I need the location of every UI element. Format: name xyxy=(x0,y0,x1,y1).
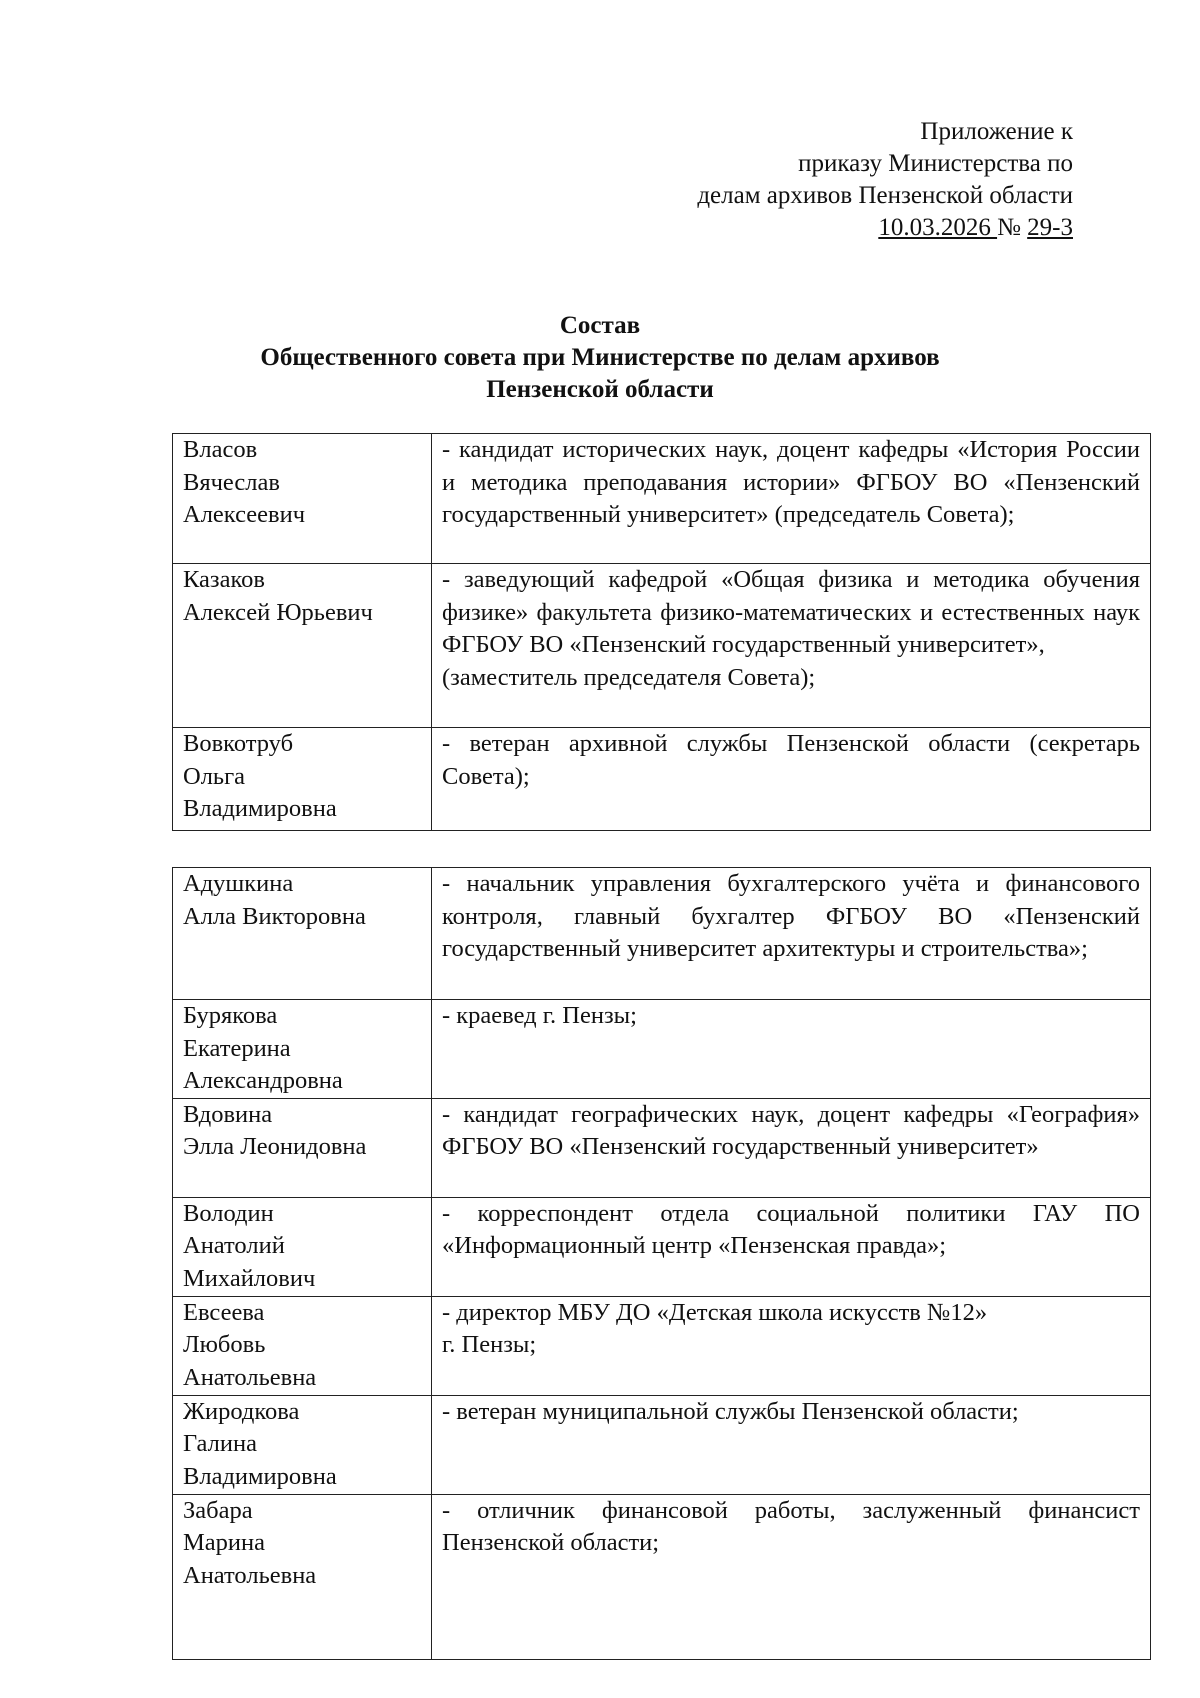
member-name: Забара Марина Анатольевна xyxy=(173,1494,432,1659)
member-name: Власов Вячеслав Алексеевич xyxy=(173,434,432,564)
title-line-2: Общественного совета при Министерстве по делам архивов xyxy=(260,344,940,371)
member-description: - краевед г. Пензы; xyxy=(432,1000,1151,1099)
appendix-line-3: делам архивов Пензенской области xyxy=(697,182,1073,209)
member-description: - ветеран муниципальной службы Пензенской области; xyxy=(432,1395,1151,1494)
order-date-number xyxy=(697,212,1073,244)
member-name: Бурякова Екатерина Александровна xyxy=(173,1000,432,1099)
table-row xyxy=(173,1296,1151,1395)
table-row xyxy=(173,1000,1151,1099)
number-sign: № xyxy=(997,214,1028,241)
member-name: Вовкотруб Ольга Владимировна xyxy=(173,728,432,831)
member-description: - кандидат географических наук, доцент кафедры «География» ФГБОУ ВО «Пензенский государственный университет» xyxy=(432,1098,1151,1197)
member-description xyxy=(432,564,1151,728)
member-name: Вдовина Элла Леонидовна xyxy=(173,1098,432,1197)
member-name: Казаков Алексей Юрьевич xyxy=(173,564,432,728)
table-row xyxy=(173,1098,1151,1197)
member-description-main: - директор МБУ ДО «Детская школа искусств №12» г. Пензы; xyxy=(442,1298,988,1358)
members-table xyxy=(172,867,1151,1660)
table-row xyxy=(173,564,1151,728)
leadership-table xyxy=(172,433,1151,831)
member-description: - начальник управления бухгалтерского учёта и финансового контроля, главный бухгалтер ФГБОУ ВО «Пензенский государственный университет архитектуры и строительства»; xyxy=(432,868,1151,1000)
title-line-3: Пензенской области xyxy=(486,376,714,403)
table-row xyxy=(173,1494,1151,1659)
table-row xyxy=(173,1197,1151,1296)
order-number: 29-3 xyxy=(1027,214,1073,241)
member-description: - кандидат исторических наук, доцент кафедры «История России и методика преподавания истории» ФГБОУ ВО «Пензенский государственный университет» (председатель Совета); xyxy=(432,434,1151,564)
appendix-line-2: приказу Министерства по xyxy=(798,150,1073,177)
member-description: - корреспондент отдела социальной политики ГАУ ПО «Информационный центр «Пензенская правда»; xyxy=(432,1197,1151,1296)
appendix-header xyxy=(697,116,1073,244)
appendix-line-1: Приложение к xyxy=(920,118,1073,145)
member-name: Жиродкова Галина Владимировна xyxy=(173,1395,432,1494)
member-description: - ветеран архивной службы Пензенской области (секретарь Совета); xyxy=(432,728,1151,831)
title-line-1: Состав xyxy=(559,312,641,339)
table-row xyxy=(173,434,1151,564)
member-name: Адушкина Алла Викторовна xyxy=(173,868,432,1000)
member-description xyxy=(432,1296,1151,1395)
member-name: Евсеева Любовь Анатольевна xyxy=(173,1296,432,1395)
table-row xyxy=(173,728,1151,831)
document-title xyxy=(0,310,1200,406)
order-date: 10.03.2026 xyxy=(878,214,998,241)
member-description: - отличник финансовой работы, заслуженный финансист Пензенской области; xyxy=(432,1494,1151,1659)
table-row xyxy=(173,1395,1151,1494)
table-row xyxy=(173,868,1151,1000)
member-name: Володин Анатолий Михайлович xyxy=(173,1197,432,1296)
member-description-main: - заведующий кафедрой «Общая физика и методика обучения физике» факультета физико-математических и естественных наук ФГБОУ ВО «Пензенский государственный университет», (заместитель председателя Совета); xyxy=(442,566,1140,691)
